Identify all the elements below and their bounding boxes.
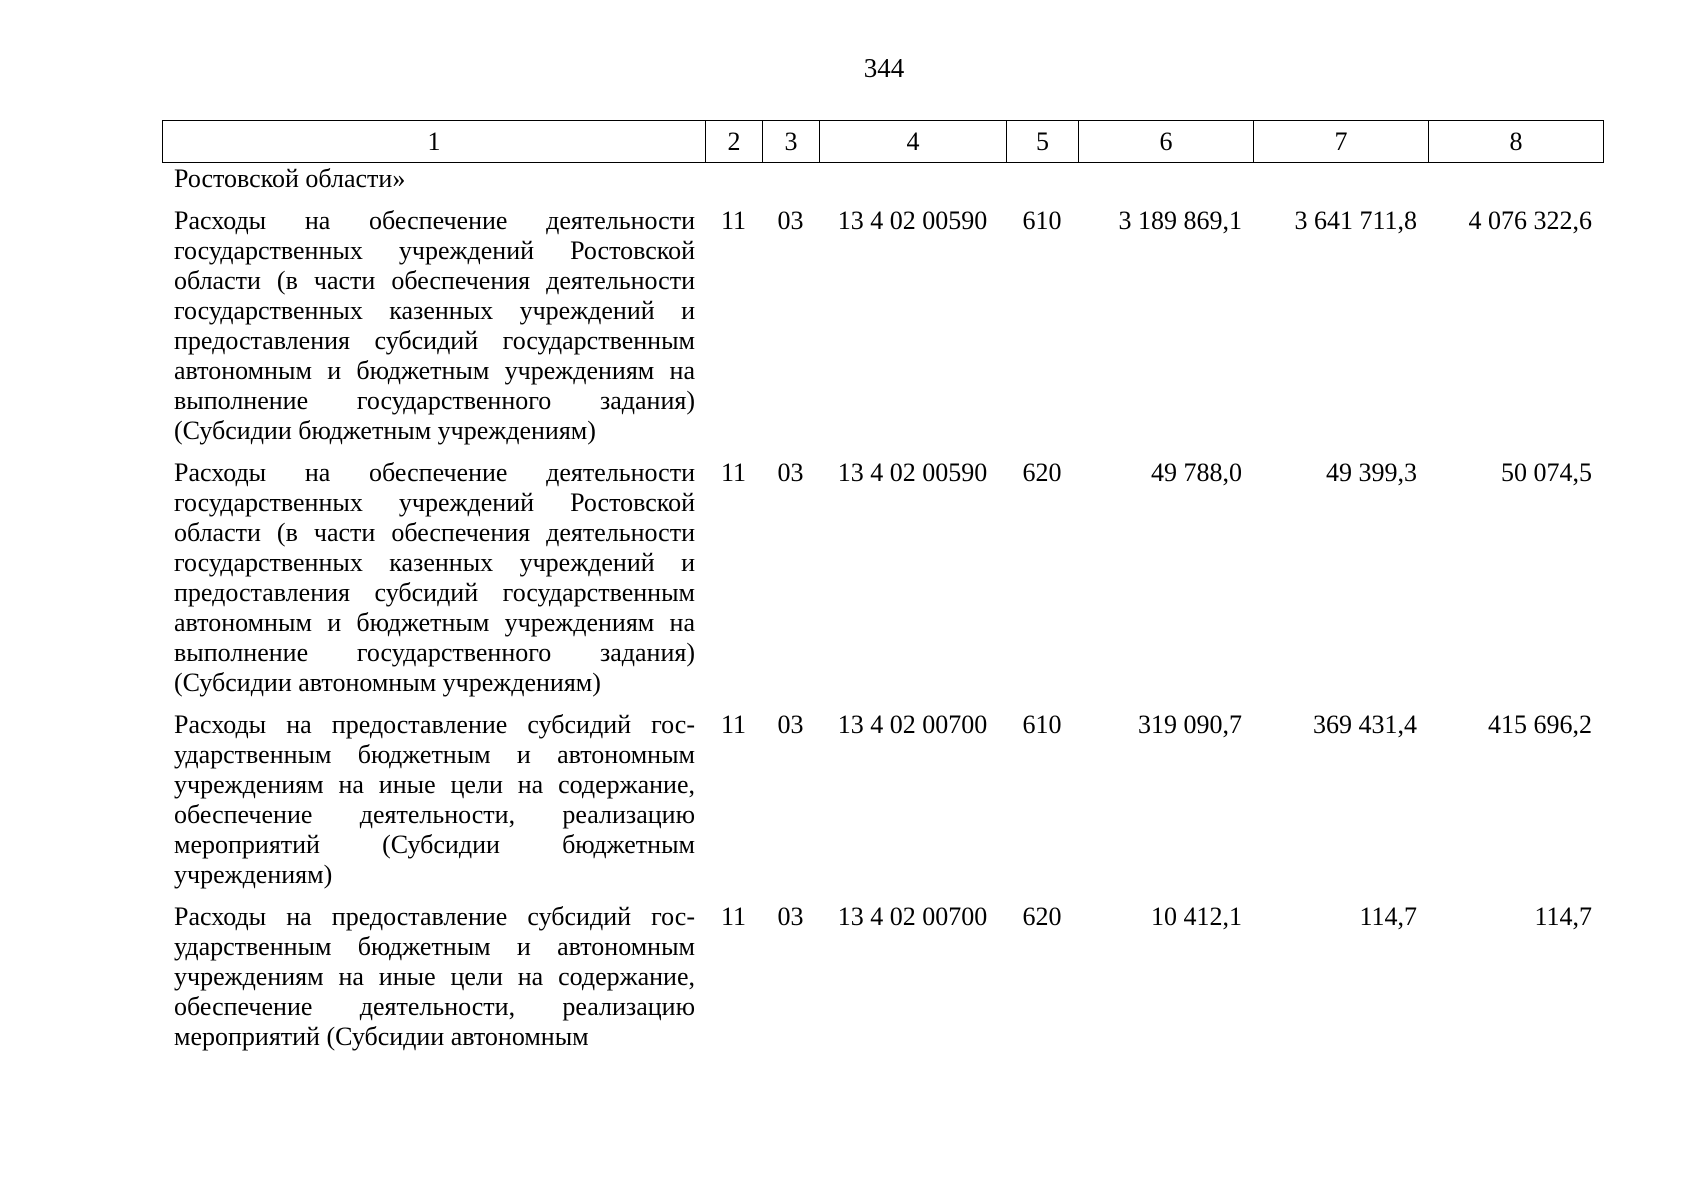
row-section: 11 <box>720 458 747 487</box>
header-col-5: 5 <box>1007 121 1079 163</box>
row-expense-type: 620 <box>1022 458 1062 487</box>
continuation-row <box>162 162 1603 206</box>
table-row <box>162 458 1603 710</box>
header-col-4: 4 <box>820 121 1007 163</box>
row-amount-3: 4 076 322,6 <box>1468 206 1592 235</box>
row-amount-1: 49 788,0 <box>1151 458 1242 487</box>
row-target-code: 13 4 02 00700 <box>837 710 988 739</box>
row-expense-type: 610 <box>1022 710 1062 739</box>
row-expense-type: 620 <box>1022 902 1062 931</box>
row-description: Расходы на обеспечение деятельности государственных учреждений Ростовской области (в части обеспечения деятельности государственных казенных учреждений и предоставления субсидий государственным автономным и бюджетным учреждениям на выполнение государственного задания) (Субсидии бюджетным учреждениям) <box>174 206 695 445</box>
budget-table <box>162 162 1603 1052</box>
row-amount-1: 319 090,7 <box>1138 710 1242 739</box>
header-col-6: 6 <box>1079 121 1254 163</box>
row-section: 11 <box>720 902 747 931</box>
table-row <box>162 902 1603 1052</box>
row-amount-2: 114,7 <box>1359 902 1417 931</box>
row-amount-3: 415 696,2 <box>1488 710 1592 739</box>
row-subsection: 03 <box>777 710 804 739</box>
row-target-code: 13 4 02 00590 <box>837 458 988 487</box>
table-row <box>162 206 1603 458</box>
row-description: Расходы на предоставление субсидий государственным бюджетным и автономным учреждениям на иные цели на содержание, обеспечение деятельности, реализацию мероприятий (Субсидии автономным <box>174 902 695 1051</box>
row-amount-1: 3 189 869,1 <box>1118 206 1242 235</box>
row-amount-2: 3 641 711,8 <box>1294 206 1417 235</box>
header-col-7: 7 <box>1254 121 1429 163</box>
page-number: 344 <box>863 53 905 83</box>
row-target-code: 13 4 02 00590 <box>837 206 988 235</box>
table-row <box>162 710 1603 902</box>
row-amount-2: 49 399,3 <box>1326 458 1417 487</box>
row-section: 11 <box>720 710 747 739</box>
row-description: Расходы на обеспечение деятельности государственных учреждений Ростовской области (в части обеспечения деятельности государственных казенных учреждений и предоставления субсидий государственным автономным и бюджетным учреждениям на выполнение государственного задания) (Субсидии автономным учреждениям) <box>174 458 695 697</box>
table-header <box>162 120 1604 163</box>
header-col-3: 3 <box>763 121 820 163</box>
row-amount-3: 114,7 <box>1534 902 1592 931</box>
continuation-text: Ростовской области» <box>174 164 406 193</box>
row-subsection: 03 <box>777 206 804 235</box>
row-subsection: 03 <box>777 458 804 487</box>
row-expense-type: 610 <box>1022 206 1062 235</box>
row-target-code: 13 4 02 00700 <box>837 902 988 931</box>
header-col-8: 8 <box>1429 121 1604 163</box>
row-amount-2: 369 431,4 <box>1313 710 1417 739</box>
row-description: Расходы на предоставление субсидий государственным бюджетным и автономным учреждениям на иные цели на содержание, обеспечение деятельности, реализацию мероприятий (Субсидии бюджетным учреждениям) <box>174 710 695 889</box>
header-row <box>163 121 1604 163</box>
row-section: 11 <box>720 206 747 235</box>
row-subsection: 03 <box>777 902 804 931</box>
row-amount-3: 50 074,5 <box>1501 458 1592 487</box>
header-col-1: 1 <box>163 121 706 163</box>
header-col-2: 2 <box>706 121 763 163</box>
row-amount-1: 10 412,1 <box>1151 902 1242 931</box>
